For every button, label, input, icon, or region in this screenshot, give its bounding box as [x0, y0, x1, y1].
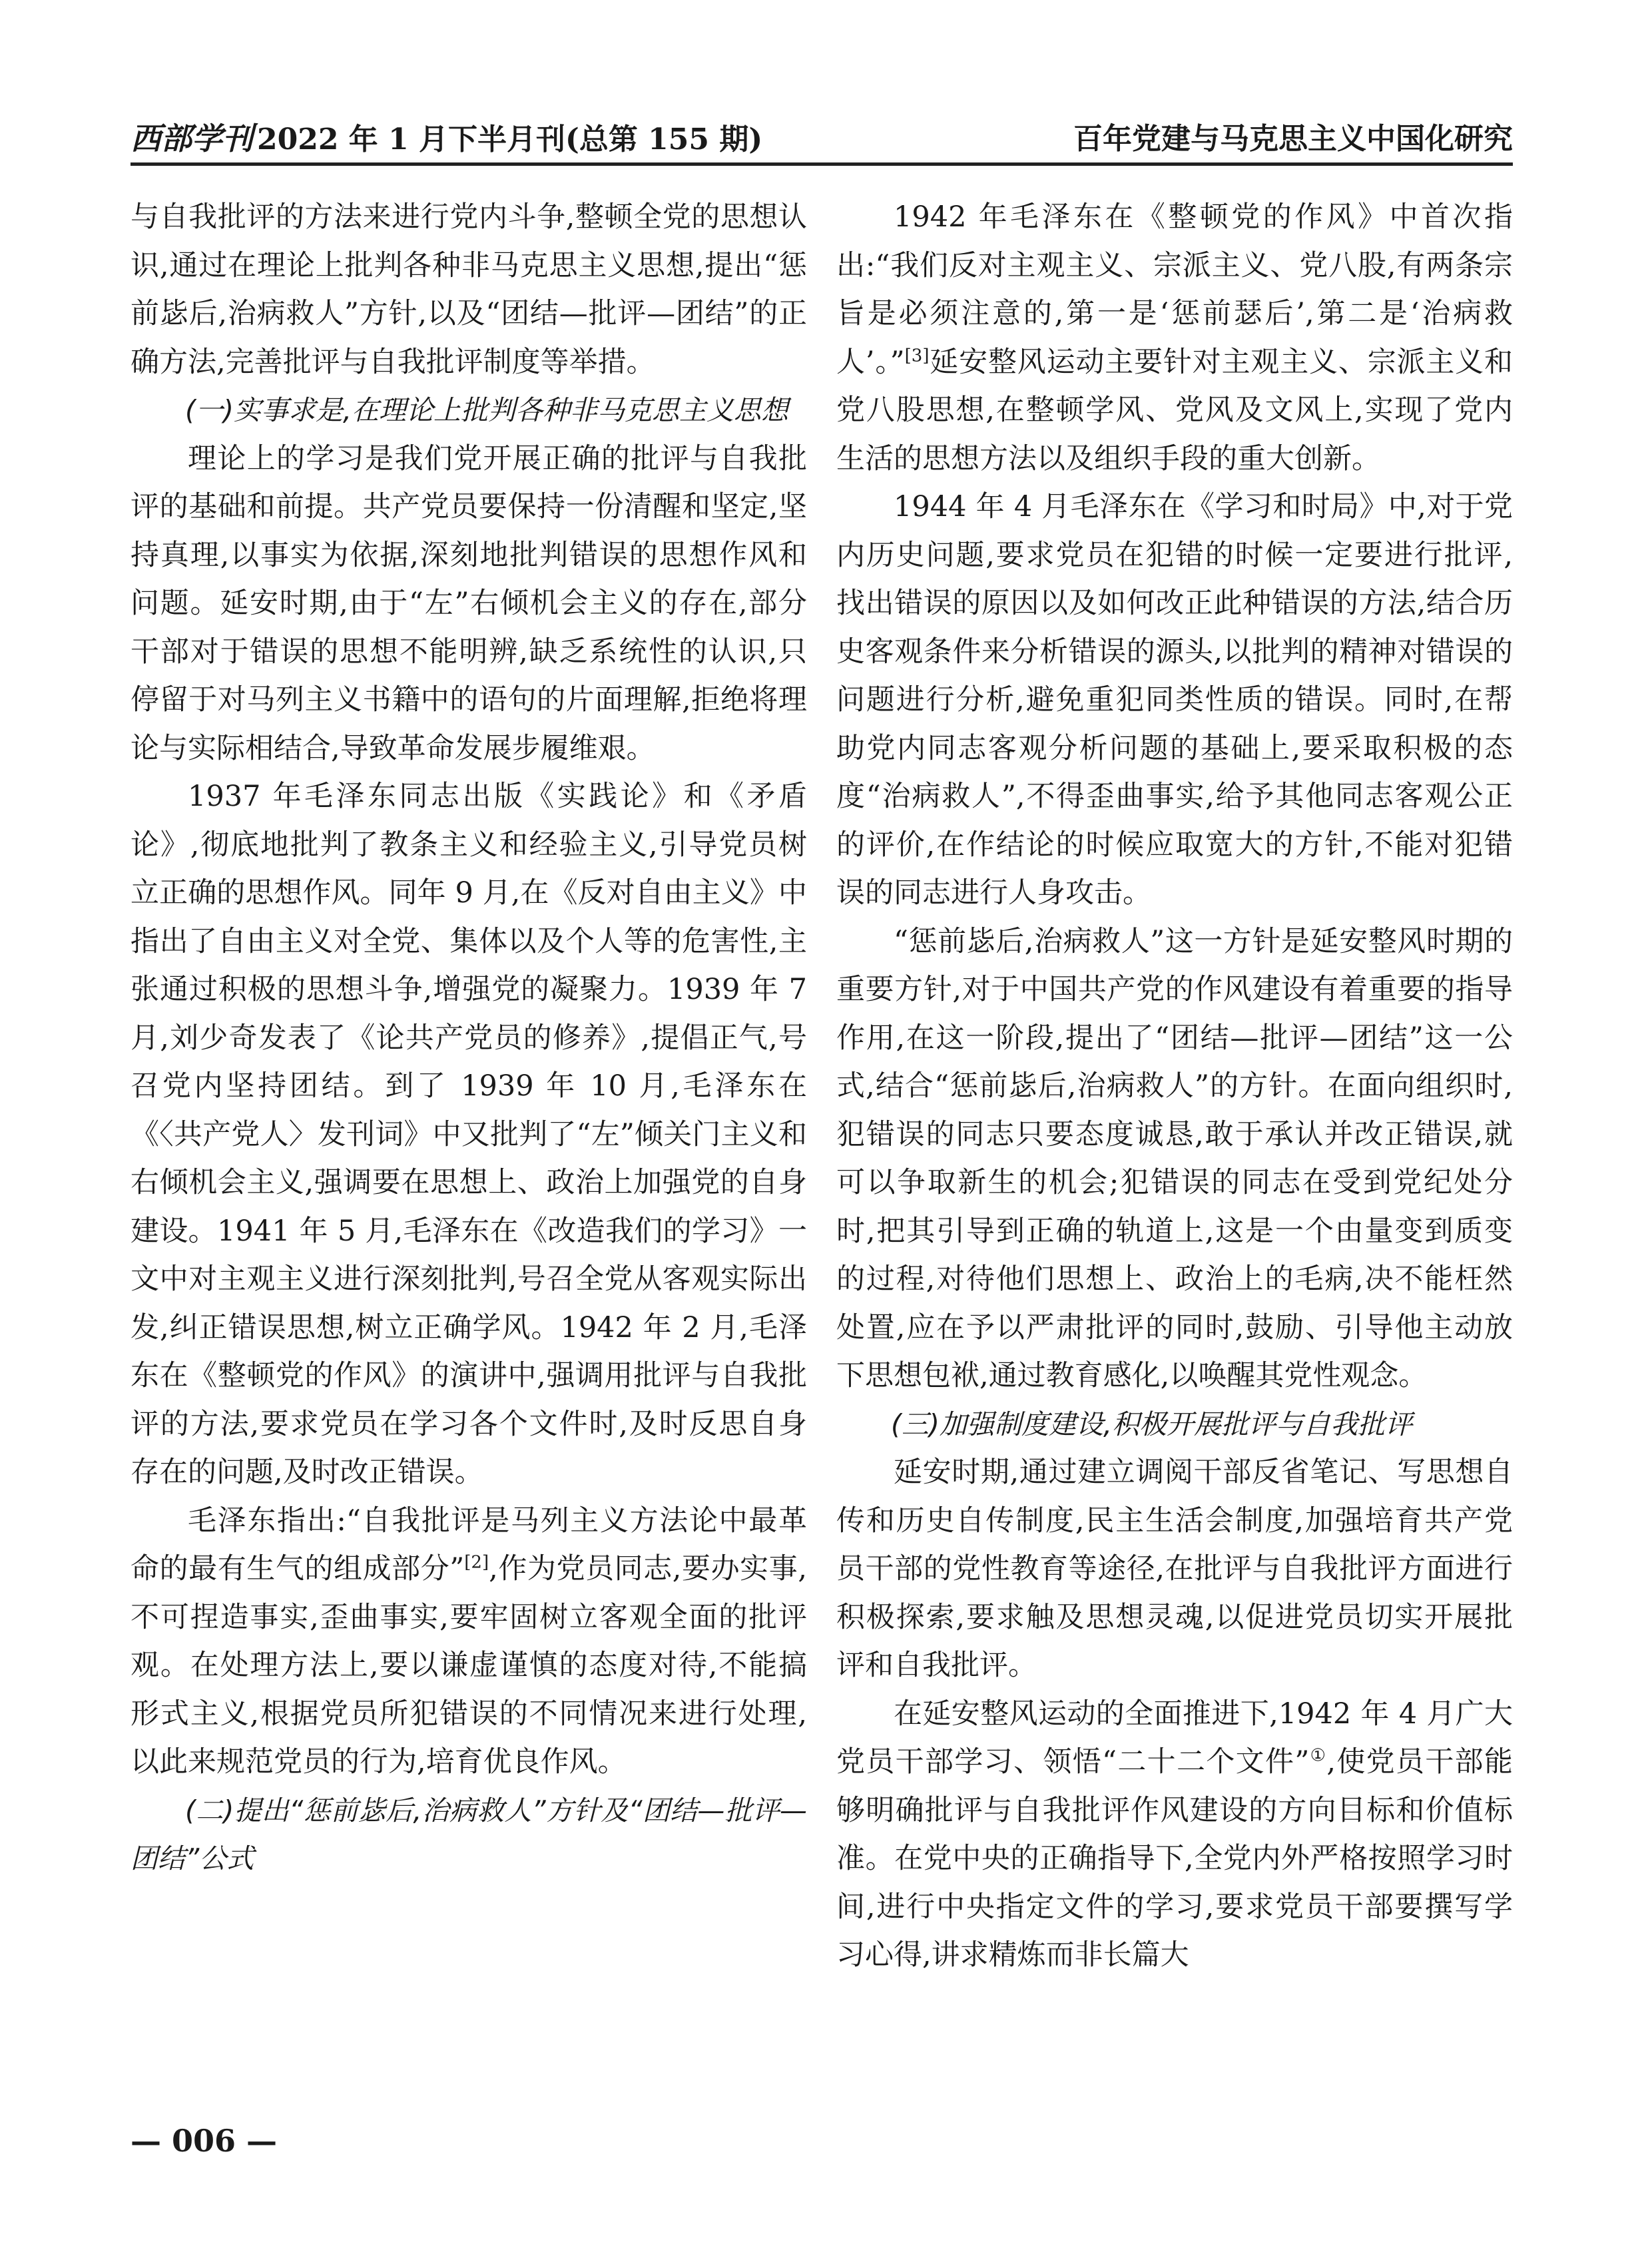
- paragraph: 1944 年 4 月毛泽东在《学习和时局》中,对于党内历史问题,要求党员在犯错的时候一定要进行批评,找出错误的原因以及如何改正此种错误的方法,结合历史客观条件来分析错误的源头,以批判的精神对错误的问题进行分析,避免重犯同类性质的错误。同时,在帮助党内同志客观分析问题的基础上,要采取积极的态度“治病救人”,不得歪曲事实,给予其他同志客观公正的评价,在作结论的时候应取宽大的方针,不能对犯错误的同志进行人身攻击。: [836, 490, 1513, 910]
- paragraph-text: 1942 年毛泽东在《整顿党的作风》中首次指出:“我们反对主观主义、宗派主义、党八股,有两条宗旨是必须注意的,第一是‘惩前瑟后’,第二是‘治病救人’。”: [836, 200, 1513, 379]
- paragraph-with-citation: [836, 193, 1513, 483]
- left-column: [131, 193, 807, 1883]
- page-header: [131, 105, 1513, 166]
- paragraph: 与自我批评的方法来进行党内斗争,整顿全党的思想认识,通过在理论上批判各种非马克思主义思想,提出“惩前毖后,治病救人”方针,以及“团结—批评—团结”的正确方法,完善批评与自我批评制度等举措。: [131, 200, 807, 379]
- header-left: [131, 115, 762, 158]
- paragraph: 理论上的学习是我们党开展正确的批评与自我批评的基础和前提。共产党员要保持一份清醒和坚定,坚持真理,以事实为依据,深刻地批判错误的思想作风和问题。延安时期,由于“左”右倾机会主义的存在,部分干部对于错误的思想不能明辨,缺乏系统性的认识,只停留于对马列主义书籍中的语句的片面理解,拒绝将理论与实际相结合,导致革命发展步履维艰。: [131, 441, 807, 765]
- citation-3: [3]: [904, 346, 930, 366]
- paragraph-text: 毛泽东指出:“自我批评是马列主义方法论中最革命的最有生气的组成部分”: [131, 1504, 807, 1585]
- citation-2: [2]: [464, 1552, 489, 1573]
- subheading-2: (二)提出“惩前毖后,治病救人”方针及“团结—批评—团结”公式: [131, 1794, 807, 1874]
- paragraph: “惩前毖后,治病救人”这一方针是延安整风时期的重要方针,对于中国共产党的作风建设有着重要的指导作用,在这一阶段,提出了“团结—批评—团结”这一公式,结合“惩前毖后,治病救人”的方针。在面向组织时,犯错误的同志只要态度诚恳,敢于承认并改正错误,就可以争取新生的机会;犯错误的同志在受到党纪处分时,把其引导到正确的轨道上,这是一个由量变到质变的过程,对待他们思想上、政治上的毛病,决不能枉然处置,应在予以严肃批评的同时,鼓励、引导他主动放下思想包袱,通过教育感化,以唤醒其党性观念。: [836, 924, 1513, 1392]
- paragraph-text: 在延安整风运动的全面推进下,1942 年 4 月广大党员干部学习、领悟“二十二个文件”: [836, 1697, 1513, 1779]
- section-title: 百年党建与马克思主义中国化研究: [1073, 122, 1513, 156]
- page-number: — 006 —: [131, 2123, 278, 2159]
- subheading-1: (一)实事求是,在理论上批判各种非马克思主义思想: [185, 394, 789, 426]
- paragraph-with-citation: [131, 1497, 807, 1787]
- journal-name: 西部学刊: [131, 121, 253, 156]
- paragraph-text: ,作为党员同志,要办实事,不可捏造事实,歪曲事实,要牢固树立客观全面的批评观。在处理方法上,要以谦虚谨慎的态度对待,不能搞形式主义,根据党员所犯错误的不同情况来进行处理,以此来规范党员的行为,培育优良作风。: [131, 1552, 807, 1779]
- paragraph-with-footnote: [836, 1690, 1513, 1980]
- paragraph-text: 延安整风运动主要针对主观主义、宗派主义和党八股思想,在整顿学风、党风及文风上,实现了党内生活的思想方法以及组织手段的重大创新。: [836, 345, 1514, 475]
- footnote-marker: ①: [1309, 1745, 1327, 1766]
- paragraph: 延安时期,通过建立调阅干部反省笔记、写思想自传和历史自传制度,民主生活会制度,加强培育共产党员干部的党性教育等途径,在批评与自我批评方面进行积极探索,要求触及思想灵魂,以促进党员切实开展批评和自我批评。: [836, 1456, 1513, 1682]
- paragraph: 1937 年毛泽东同志出版《实践论》和《矛盾论》,彻底地批判了教条主义和经验主义,引导党员树立正确的思想作风。同年 9 月,在《反对自由主义》中指出了自由主义对全党、集体以及个人等的危害性,主张通过积极的思想斗争,增强党的凝聚力。1939 年 7 月,刘少奇发表了《论共产党员的修养》,提倡正气,号召党内坚持团结。到了 1939 年 10 月,毛泽东在《〈共产党人〉发刊词》中又批判了“左”倾关门主义和右倾机会主义,强调要在思想上、政治上加强党的自身建设。1941 年 5 月,毛泽东在《改造我们的学习》一文中对主观主义进行深刻批判,号召全党从客观实际出发,纠正错误思想,树立正确学风。1942 年 2 月,毛泽东在《整顿党的作风》的演讲中,强调用批评与自我批评的方法,要求党员在学习各个文件时,及时反思自身存在的问题,及时改正错误。: [131, 780, 807, 1489]
- paragraph-text: ,使党员干部能够明确批评与自我批评作风建设的方向目标和价值标准。在党中央的正确指导下,全党内外严格按照学习时间,进行中央指定文件的学习,要求党员干部要撰写学习心得,讲求精炼而非长篇大: [836, 1745, 1514, 1972]
- right-column: [836, 193, 1513, 1980]
- issue-info: 2022 年 1 月下半月刊(总第 155 期): [257, 123, 763, 156]
- subheading-3: (三)加强制度建设,积极开展批评与自我批评: [891, 1408, 1413, 1440]
